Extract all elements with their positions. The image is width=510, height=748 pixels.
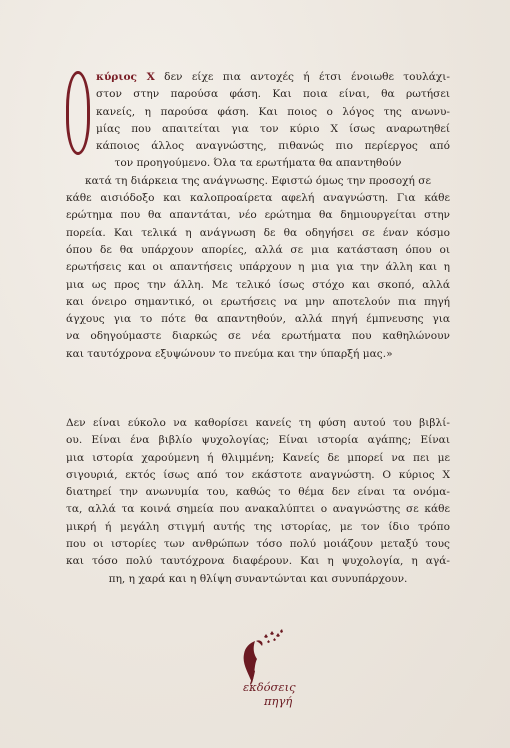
paragraph-description [66, 415, 450, 588]
text-line: στον στην παρούσα φάση. Και ποια είναι, θα ρωτήσει [96, 88, 450, 101]
text-line: κάποιος άλλος αναγνώστης, πιθανώς πιο περίεργος από [96, 140, 450, 153]
text-line: όπου δε θα υπάρχουν απορίες, αλλά σε μια κατάσταση όπου οι [66, 243, 450, 256]
text-line: μια ως προς την άλλη. Με τελικό ίσως στόχο και σκοπό, αλλά [66, 278, 450, 291]
text-line: πορεία. Και τελικά η ανάγνωση δε θα οδηγήσει σε έναν κόσμο [66, 226, 450, 239]
text-line: κάθε αισιόδοξο και καλοπροαίρετα αφελή αναγνώστη. Για κάθε [66, 192, 450, 205]
text-line: και όνειρο σημαντικό, οι ερωτήσεις να μην αποτελούν πια πηγή [66, 295, 450, 308]
lead-phrase: κύριος Χ [96, 71, 155, 83]
text-line: διατηρεί την ανωνυμία του, καθώς το θέμα δεν είναι τα ονόμα- [66, 486, 450, 499]
text-line: κανείς, η παρούσα φάση. Και ποιος ο λόγος της ανωνυ- [96, 105, 450, 118]
text-line: μια ιστορία χαρούμενη ή θλιμμένη; Κανείς δε μπορεί να πει με [66, 451, 450, 464]
text-line: Δεν είναι εύκολο να καθορίσει κανείς τη φύση αυτού του βιβλί- [66, 417, 450, 429]
publisher-name-line1: εκδόσεις [243, 680, 296, 694]
text-line: κατά τη διάρκεια της ανάγνωσης. Εφιστώ όμως την προσοχή σε [85, 174, 431, 187]
publisher-name-line2: πηγή [264, 694, 293, 708]
text-line: σιγουριά, εκτός ίσως από τον εκάστοτε αναγνώστη. Ο κύριος Χ [66, 468, 450, 481]
text-line: τον προηγούμενο. Όλα τα ερωτήματα θα απαντηθούν [114, 157, 402, 170]
text-line: μίας που απαιτείται για τον κύριο Χ ίσως αναρωτηθεί [96, 122, 450, 135]
feather-quill-icon [222, 628, 306, 688]
text-line: κύριος Χ δεν είχε πια αντοχές ή έτσι ένοιωθε τουλάχι- [96, 71, 450, 83]
text-line: ερωτήσεις και οι απαντήσεις υπάρχουν η μια για την άλλη και η [66, 261, 450, 274]
text-line: και ταυτόχρονα εξυψώνουν το πνεύμα και την ύπαρξή μας.» [66, 347, 393, 360]
text-line: και τόσο πολύ ταυτόχρονα διαφέρουν. Και η ψυχολογία, η αγά- [66, 555, 450, 568]
text-line: να οδηγούμαστε διαρκώς σε νέα ερωτήματα που καθηλώνουν [66, 330, 450, 343]
text-line: ου. Είναι ένα βιβλίο ψυχολογίας; Είναι ιστορία αγάπης; Είναι [66, 434, 450, 447]
publisher-logo [222, 628, 306, 718]
paragraph-quote [66, 69, 450, 363]
text-line: ερώτημα που θα απαντάται, νέο ερώτημα θα δημιουργείται στην [66, 209, 450, 222]
text-line: μικρή ή μεγάλη στιγμή αυτής της ιστορίας, με τον ίδιο τρόπο [66, 520, 450, 533]
text-line: πη, η χαρά και η θλίψη συναντώνται και συνυπάρχουν. [108, 572, 408, 585]
text-line: άγχους για το πότε θα απαντηθούν, αλλά πηγή έμπνευσης για [66, 313, 450, 326]
drop-cap-letter-omicron [66, 71, 90, 155]
text-line: που οι ιστορίες των ανθρώπων τόσο πολύ μοιάζουν μεταξύ τους [66, 538, 450, 551]
text-line: τα, αλλά τα κοινά σημεία που ανακαλύπτει ο αναγνώστης σε κάθε [66, 503, 450, 516]
